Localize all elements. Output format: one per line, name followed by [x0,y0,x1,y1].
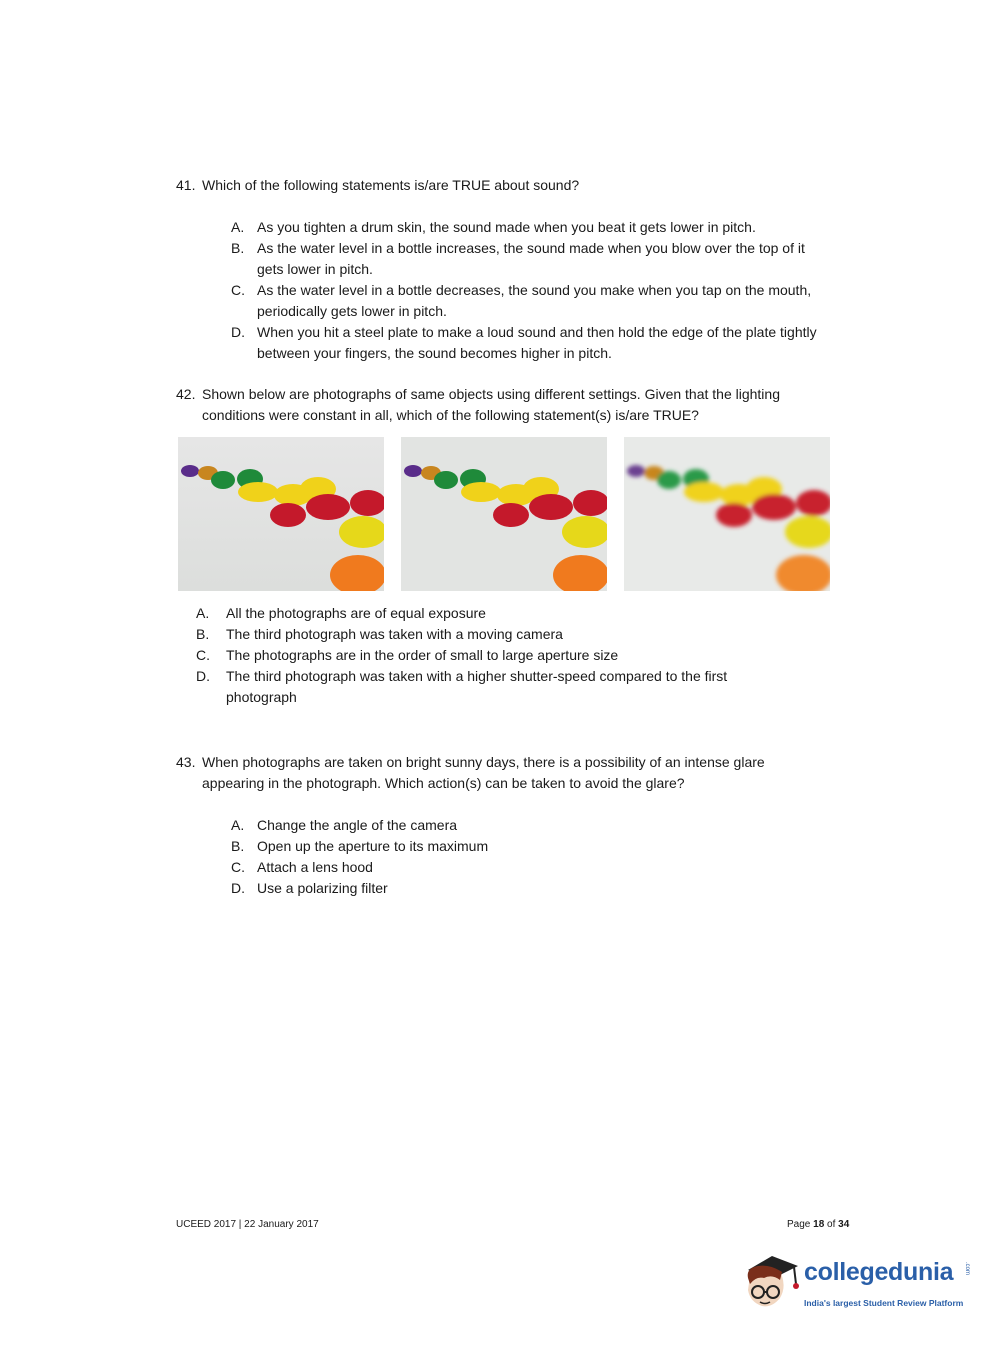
options-list [231,217,831,364]
option-a: A. Change the angle of the camera [231,817,458,833]
option-c: C. Attach a lens hood [231,859,373,875]
question-number: 43. [176,754,196,770]
question-text: When photographs are taken on bright sunny days, there is a possibility of an intense glare appearing in the photograph. Which action(s) can be taken to avoid the glare? [202,754,765,791]
question-text: Which of the following statements is/are TRUE about sound? [202,177,580,193]
photo-3 [624,437,830,591]
logo-tagline: India's largest Student Review Platform [804,1298,964,1308]
option-c: C. As the water level in a bottle decreases, the sound you make when you tap on the mouth, periodically gets lower in pitch. [231,282,812,319]
mascot-icon [742,1250,802,1316]
option-d: D. Use a polarizing filter [231,880,388,896]
option-d: D. The third photograph was taken with a higher shutter-speed compared to the first photograph [196,668,728,705]
option-b: B. As the water level in a bottle increases, the sound made when you blow over the top of it gets lower in pitch. [231,240,805,277]
question-number: 41. [176,177,196,193]
option-a: A. As you tighten a drum skin, the sound made when you beat it gets lower in pitch. [231,219,756,235]
question-41 [176,175,836,364]
option-d: D. When you hit a steel plate to make a loud sound and then hold the edge of the plate tightly between your fingers, the sound becomes higher in pitch. [231,324,817,361]
option-a: A. All the photographs are of equal exposure [196,605,486,621]
logo-wordmark: collegedunia [804,1258,954,1286]
option-b: B. The third photograph was taken with a moving camera [196,626,563,642]
question-42-options [196,603,776,708]
options-list [231,815,816,899]
photo-1 [178,437,384,591]
photo-2 [401,437,607,591]
question-number: 42. [176,386,196,402]
page-number: Page 18 of 34 [787,1219,850,1230]
option-b: B. Open up the aperture to its maximum [231,838,489,854]
logo-domain: .com [964,1262,970,1276]
question-42 [176,384,836,426]
footer-exam-info: UCEED 2017 | 22 January 2017 [176,1219,319,1230]
question-text: Shown below are photographs of same objects using different settings. Given that the lighting conditions were constant in all, which of the following statement(s) is/are TRUE? [202,386,780,423]
photo-row [178,437,830,591]
collegedunia-logo [742,1250,972,1316]
question-43 [176,752,816,899]
option-c: C. The photographs are in the order of small to large aperture size [196,647,619,663]
